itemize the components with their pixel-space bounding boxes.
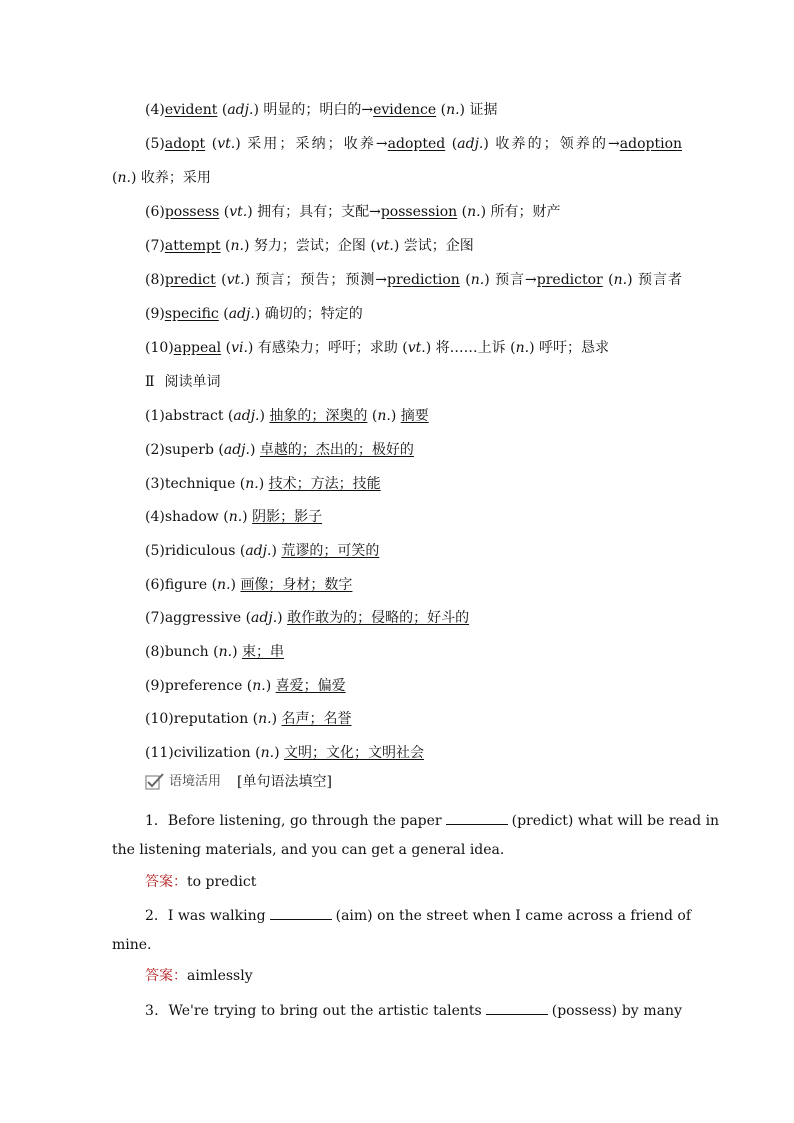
reading-word: (9)preference [145,678,243,694]
answer-blank [270,905,332,920]
part-of-speech: vt. [229,204,248,220]
vocab-item-adopt: (5)adopt (vt.) 采用；采纳；收养→adopted (adj.) 收养的；领养的→adoption [145,136,683,152]
item-number: (8) [145,272,165,288]
derived-word: adoption [619,136,683,152]
meaning: 束；串 [242,644,284,660]
reading-item-technique: (3)technique (n.) 技术；方法；技能 [145,476,381,492]
meaning: 名声；名誉 [281,711,352,727]
item-number: (7) [145,238,165,254]
meaning: 有感染力；呼吁；求助 [257,340,398,356]
answer-text: to predict [187,874,257,890]
reading-item-shadow: (4)shadow (n.) 阴影；影子 [145,509,323,525]
vocab-item-specific: (9)specific (adj.) 确切的；特定的 [145,306,363,322]
reading-word: (5)ridiculous [145,543,236,559]
item-number: (9) [145,306,165,322]
part-of-speech: n. [245,476,259,492]
meaning: 画像；身材；数字 [240,577,353,593]
meaning: 敢作敢为的；侵略的；好斗的 [287,610,470,626]
checkmark-icon [145,773,165,791]
reading-item-bunch: (8)bunch (n.) 束；串 [145,644,284,660]
reading-word: (4)shadow [145,509,219,525]
exercise-section-title: [单句语法填空] [237,774,332,790]
meaning: 所有；财产 [490,204,561,220]
meaning: 拥有；具有；支配→ [257,204,381,220]
part-of-speech: n. [470,272,485,288]
part-of-speech: adj. [251,610,278,626]
meaning: 将……上诉 [435,340,506,356]
exercise-tag-row [145,772,332,792]
part-of-speech: n. [117,170,131,186]
meaning: 阴影；影子 [252,509,323,525]
meaning: 喜爱；偏爱 [275,678,346,694]
reading-word: (1)abstract [145,408,224,424]
reading-item-figure: (6)figure (n.) 画像；身材；数字 [145,577,353,593]
exercise-tag-label: 语境活用 [169,774,222,789]
section-title: 阅读单词 [164,374,221,390]
question-text: (predict) what will be read in [511,813,720,829]
question-1-line-1 [145,810,720,831]
vocab-word: possess [164,204,220,220]
item-number: (5) [145,136,165,152]
answer-blank [486,1000,548,1015]
vocab-word: specific [164,306,219,322]
meaning: 预言；预告；预测→ [255,272,388,288]
vocab-item-adopt-cont: (n.) 收养；采用 [112,170,211,186]
question-text: (possess) by many [551,1003,682,1019]
section-heading-reading [145,372,682,392]
meaning: 尝试；企图 [403,238,474,254]
derived-word: adopted [387,136,446,152]
question-text: 1．Before listening, go through the paper [145,813,442,829]
reading-item-civilization: (11)civilization (n.) 文明；文化；文明社会 [145,745,424,761]
meaning: 文明；文化；文明社会 [283,745,424,761]
reading-word: (8)bunch [145,644,209,660]
reading-item-reputation: (10)reputation (n.) 名声；名誉 [145,711,352,727]
section-number: Ⅱ [145,374,155,390]
reading-item-preference: (9)preference (n.) 喜爱；偏爱 [145,678,346,694]
part-of-speech: adj. [457,136,484,152]
question-text: 3．We're trying to bring out the artistic talents [145,1003,482,1019]
part-of-speech: n. [252,678,266,694]
reading-word: (2)superb [145,442,214,458]
reading-item-superb: (2)superb (adj.) 卓越的；杰出的；极好的 [145,442,414,458]
reading-word: (6)figure [145,577,208,593]
part-of-speech: n. [613,272,628,288]
derived-word: prediction [387,272,460,288]
vocab-word: evident [164,102,218,118]
reading-word: (7)aggressive [145,610,242,626]
meaning: 预言→ [495,272,537,288]
answer-1 [145,872,682,892]
meaning: 采用；采纳；收养→ [247,136,388,152]
part-of-speech: n. [260,745,275,761]
part-of-speech: n. [228,509,243,525]
meaning: 呼吁；恳求 [538,340,609,356]
part-of-speech: n. [217,577,231,593]
part-of-speech: vt. [375,238,394,254]
meaning: 卓越的；杰出的；极好的 [259,442,414,458]
part-of-speech: n. [467,204,481,220]
question-2-line-1 [145,905,692,926]
question-text: (aim) on the street when I came across a friend of [335,908,692,924]
meaning: 预言者 [637,272,682,288]
meaning: 抽象的；深奥的 [269,408,368,424]
vocab-word: attempt [164,238,221,254]
question-text: 2．I was walking [145,908,266,924]
part-of-speech: vt. [217,136,236,152]
part-of-speech: adj. [223,442,250,458]
vocab-word: predict [164,272,216,288]
part-of-speech: adj. [227,102,254,118]
vocab-item-attempt: (7)attempt (n.) 努力；尝试；企图 (vt.) 尝试；企图 [145,238,474,254]
part-of-speech: n. [218,644,233,660]
meaning: 明显的；明白的→ [263,102,374,118]
meaning: 摘要 [400,408,429,424]
vocab-item-appeal: (10)appeal (vi.) 有感染力；呼吁；求助 (vt.) 将……上诉 (n.) 呼吁；恳求 [145,340,609,356]
vocab-item-predict: (8)predict (vt.) 预言；预告；预测→prediction (n.) 预言→predictor (n.) 预言者 [145,272,682,288]
part-of-speech: n. [258,711,272,727]
question-text: mine. [112,937,152,953]
item-number: (6) [145,204,165,220]
item-number: (10) [145,340,174,356]
reading-item-abstract: (1)abstract (adj.) 抽象的；深奥的 (n.) 摘要 [145,408,429,424]
meaning: 证据 [469,102,498,118]
answer-blank [446,810,508,825]
part-of-speech: adj. [233,408,260,424]
question-text: the listening materials, and you can get a general idea. [112,842,505,858]
item-number: (4) [145,102,165,118]
vocab-item-possess: (6)possess (vt.) 拥有；具有；支配→possession (n.) 所有；财产 [145,204,561,220]
answer-label: 答案： [145,968,187,984]
part-of-speech: n. [230,238,244,254]
meaning: 确切的；特定的 [264,306,363,322]
reading-word: (10)reputation [145,711,249,727]
question-3-line-1 [145,1000,682,1021]
meaning: 荒谬的；可笑的 [281,543,380,559]
meaning: 收养；采用 [140,170,211,186]
part-of-speech: vi. [231,340,248,356]
answer-text: aimlessly [187,968,253,984]
part-of-speech: vt. [226,272,245,288]
part-of-speech: vt. [407,340,426,356]
reading-item-aggressive: (7)aggressive (adj.) 敢作敢为的；侵略的；好斗的 [145,610,470,626]
reading-word: (3)technique [145,476,236,492]
derived-word: evidence [373,102,437,118]
derived-word: possession [380,204,458,220]
meaning: 技术；方法；技能 [268,476,381,492]
part-of-speech: n. [377,408,391,424]
part-of-speech: adj. [245,543,272,559]
meaning: 收养的；领养的→ [495,136,620,152]
vocab-item-evident: (4)evident (adj.) 明显的；明白的→evidence (n.) 证据 [145,102,498,118]
answer-label: 答案： [145,874,187,890]
question-2-line-2 [112,935,682,955]
vocab-word: adopt [164,136,206,152]
part-of-speech: adj. [228,306,255,322]
part-of-speech: n. [515,340,530,356]
vocab-word: appeal [173,340,222,356]
derived-word: predictor [536,272,603,288]
part-of-speech: n. [446,102,460,118]
meaning: 努力；尝试；企图 [253,238,366,254]
answer-2 [145,966,682,986]
question-1-line-2 [112,840,682,860]
reading-item-ridiculous: (5)ridiculous (adj.) 荒谬的；可笑的 [145,543,380,559]
reading-word: (11)civilization [145,745,251,761]
